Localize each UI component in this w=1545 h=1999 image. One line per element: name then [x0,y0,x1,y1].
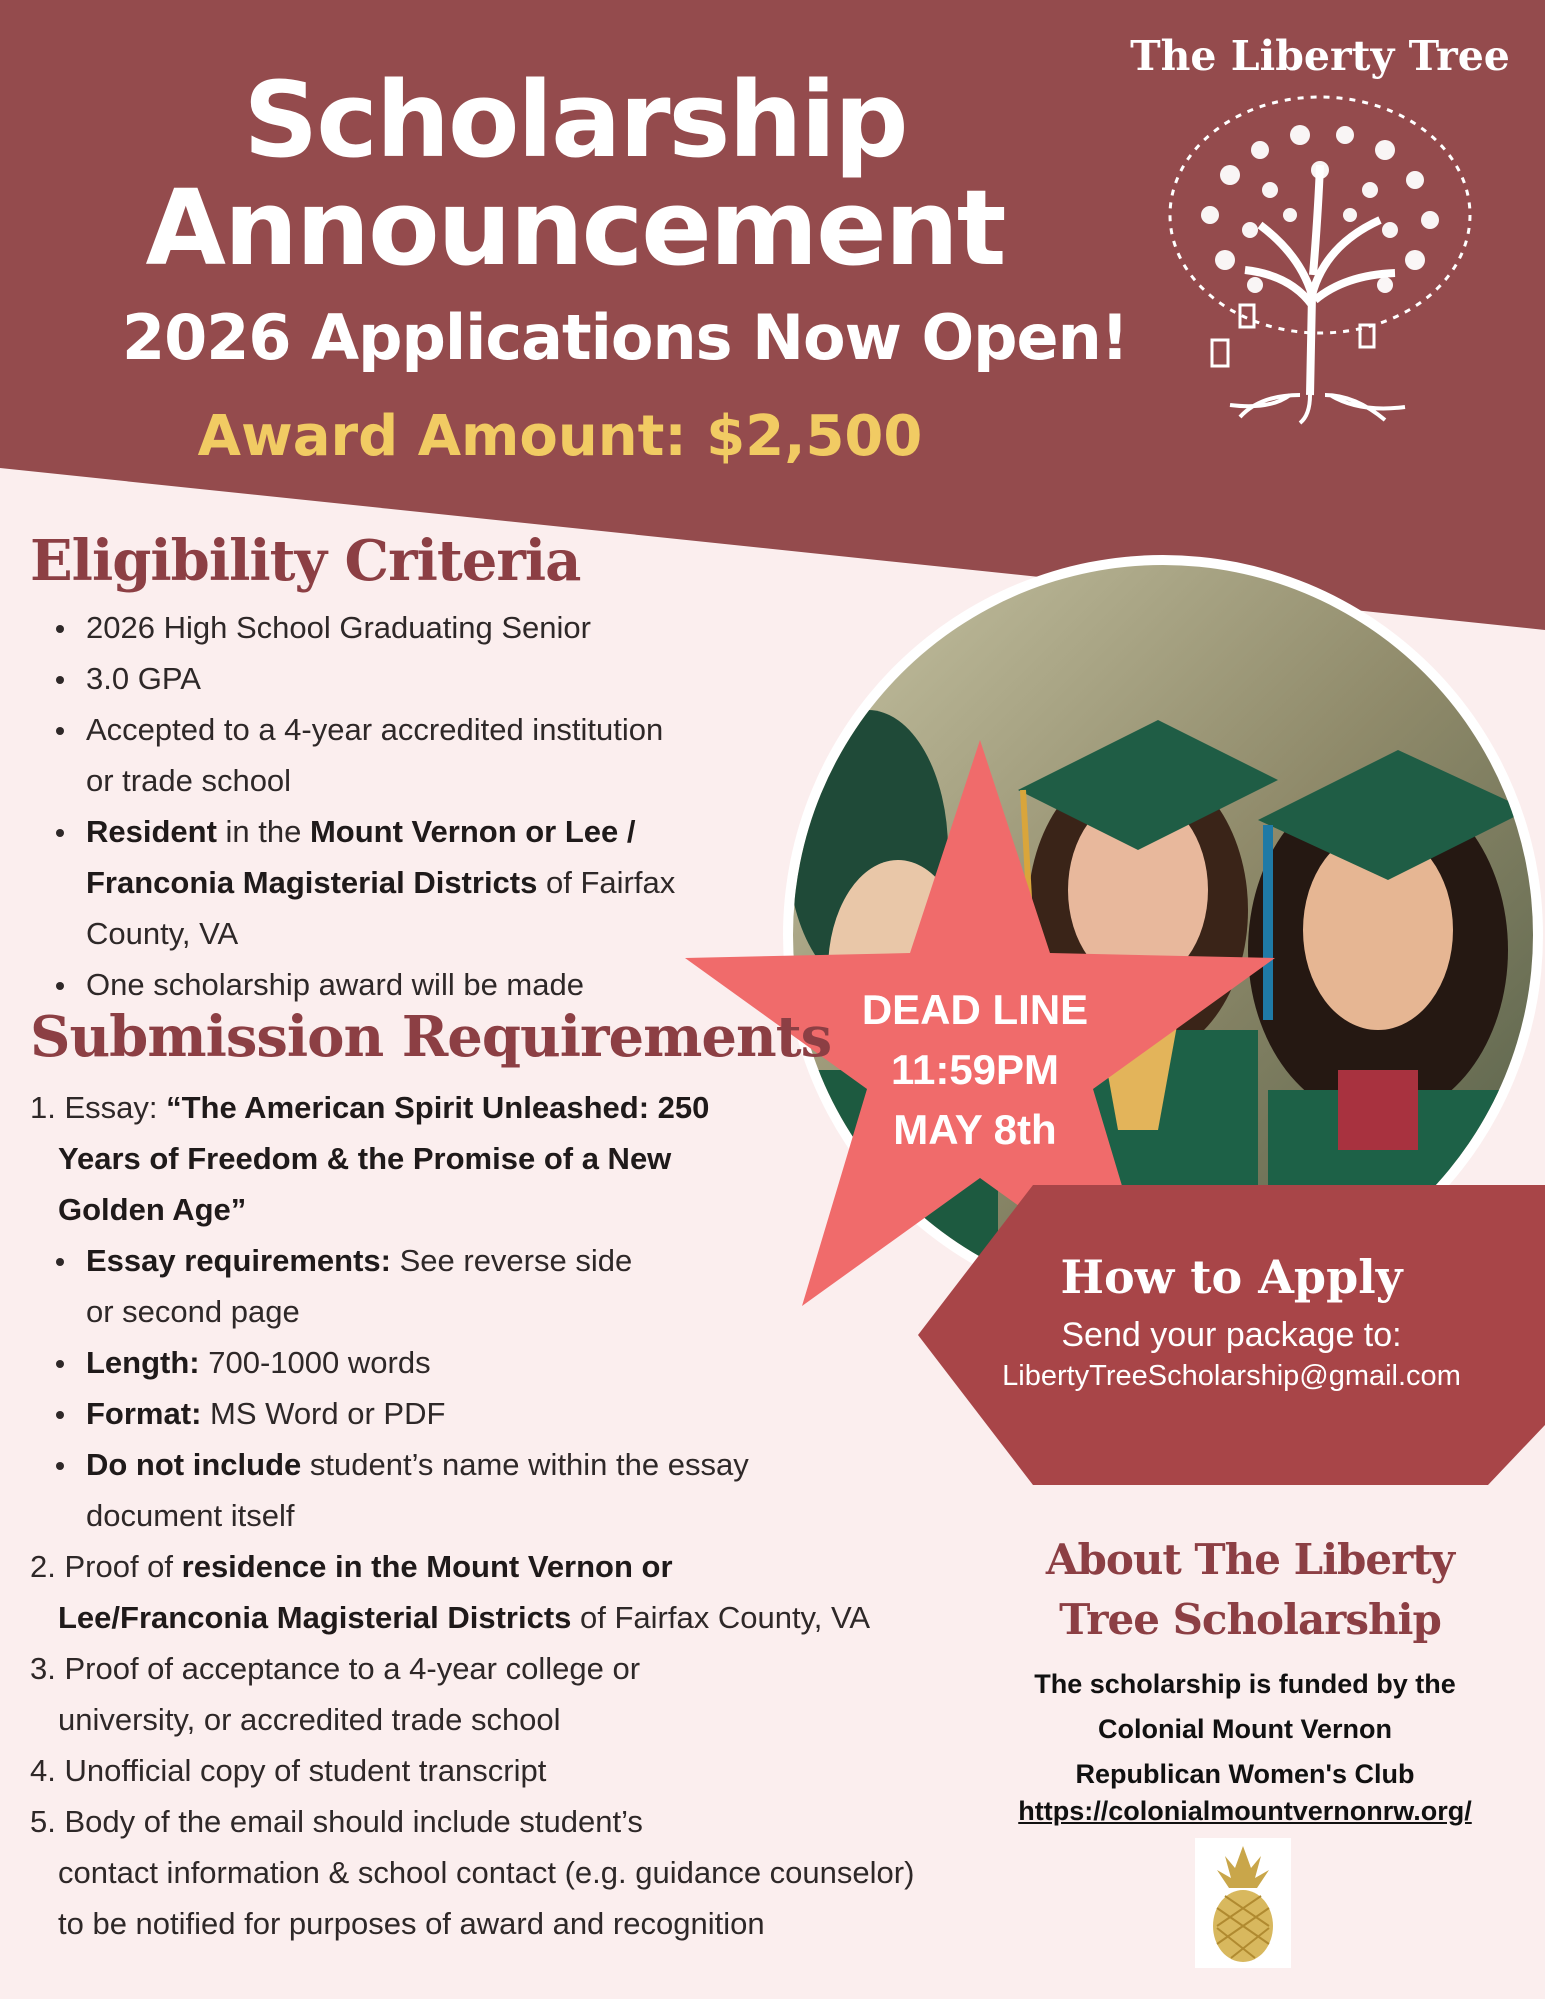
apply-email[interactable]: LibertyTreeScholarship@gmail.com [1002,1360,1461,1392]
list-item: Accepted to a 4-year accredited institution or trade school [52,704,792,806]
list-item: One scholarship award will be made [52,959,792,1010]
list-item: 2026 High School Graduating Senior [52,602,792,653]
about-text: The scholarship is funded by the Colonial Mount Vernon Republican Women's Club [1034,1669,1456,1789]
essay-details-list [52,1235,1030,1541]
applications-open-subtitle: 2026 Applications Now Open! [122,301,1128,374]
list-item: Resident in the Mount Vernon or Lee / Franconia Magisterial Districts of Fairfax County, VA [52,806,792,959]
acceptance-item: 3. Proof of acceptance to a 4-year college or [30,1651,641,1686]
brand-name: The Liberty Tree [1130,32,1510,80]
list-item: Do not include student’s name within the essay document itself [52,1439,1030,1541]
essay-item: 1. Essay: “The American Spirit Unleashed: 250 [30,1090,710,1125]
page-title-line1: Scholarship [243,59,907,181]
submission-heading: Submission Requirements [30,1004,832,1070]
liberty-tree-logo-icon [1150,95,1490,425]
deadline-text: DEAD LINE 11:59PM MAY 8th [861,986,1089,1153]
submission-list: 1. Essay: “The American Spirit Unleashed: 250 Years of Freedom & the Promise of a New Golden Age” Essay requirements: See reverse side or second page Length: 700-1000 words Format: MS Word or PDF Do not include student’s name within the essay document itself 2. Proof of residence in the Mount Vernon or Lee/Franconia Magisterial Districts of Fairfax County, VA 3. Proof of acceptance to a 4-year college or university, or accredited trade school 4. Unofficial copy of student transcript 5. Body of the email should include student’s contact information & school contact (e.g. guidance counselor) to be notified for purposes of award and recognition [30,1082,1030,1949]
eligibility-heading: Eligibility Criteria [30,528,581,594]
page-title-line2: Announcement [145,167,1005,289]
club-website-link[interactable]: https://colonialmountvernonrw.org/ [1018,1796,1472,1826]
email-body-item: 5. Body of the email should include student’s [30,1804,643,1839]
list-item: 3.0 GPA [52,653,792,704]
award-amount: Award Amount: $2,500 [197,404,923,469]
send-package-text: Send your package to: [1061,1316,1402,1354]
how-to-apply-heading: How to Apply [1060,1250,1403,1304]
residence-item: 2. Proof of residence in the Mount Vernon or [30,1549,673,1584]
pineapple-icon [1195,1838,1291,1968]
about-heading: About The Liberty Tree Scholarship [1045,1535,1455,1644]
list-item: Essay requirements: See reverse side or second page [52,1235,1030,1337]
transcript-item: 4. Unofficial copy of student transcript [30,1753,547,1788]
list-item: Format: MS Word or PDF [52,1388,1030,1439]
list-item: Length: 700-1000 words [52,1337,1030,1388]
